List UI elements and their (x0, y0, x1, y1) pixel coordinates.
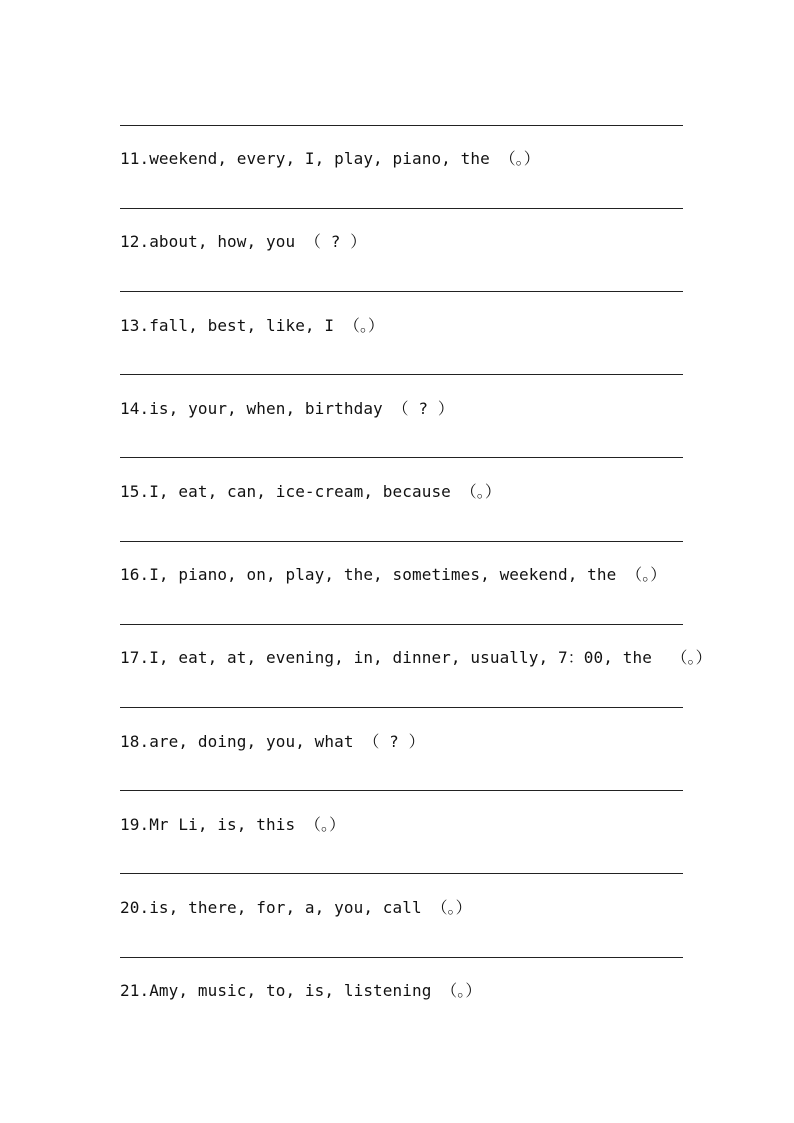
answer-line (120, 291, 683, 292)
question-20: 20.is, there, for, a, you, call （。） (120, 898, 472, 917)
question-16: 16.I, piano, on, play, the, sometimes, weekend, the （。） (120, 565, 667, 584)
answer-line (120, 208, 683, 209)
answer-line (120, 624, 683, 625)
question-15: 15.I, eat, can, ice-cream, because （。） (120, 482, 501, 501)
question-19: 19.Mr Li, is, this （。） (120, 815, 346, 834)
question-21: 21.Amy, music, to, is, listening （。） (120, 981, 482, 1000)
answer-line (120, 790, 683, 791)
question-18: 18.are, doing, you, what （ ? ） (120, 732, 425, 751)
question-13: 13.fall, best, like, I （。） (120, 316, 385, 335)
answer-line (120, 957, 683, 958)
question-14: 14.is, your, when, birthday （ ? ） (120, 399, 454, 418)
answer-line (120, 457, 683, 458)
question-12: 12.about, how, you （ ? ） (120, 232, 367, 251)
question-17: 17.I, eat, at, evening, in, dinner, usually, 7：00, the （。） (120, 648, 712, 667)
answer-line (120, 125, 683, 126)
answer-line (120, 873, 683, 874)
answer-line (120, 541, 683, 542)
answer-line (120, 374, 683, 375)
question-11: 11.weekend, every, I, play, piano, the （。） (120, 149, 540, 168)
answer-line (120, 707, 683, 708)
